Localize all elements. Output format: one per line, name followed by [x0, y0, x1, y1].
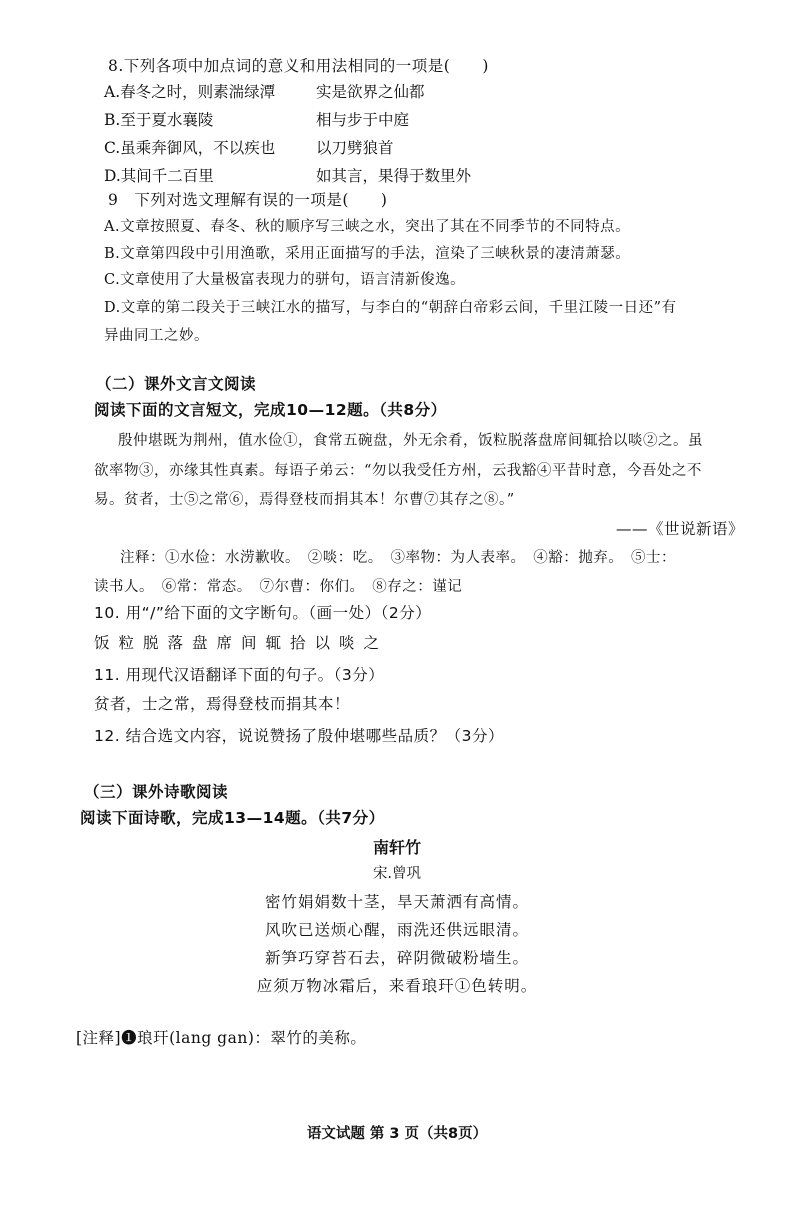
poem-title: 南轩竹 — [372, 838, 421, 857]
poem-line-1: 密竹娟娟数十茎，旱天萧洒有高情。 — [264, 893, 529, 911]
q12-stem: 12. 结合选文内容，说说赞扬了殷仲堪哪些品质？（3分） — [94, 727, 504, 745]
q11-text: 贫者，士之常，焉得登枝而捐其本！ — [94, 695, 351, 713]
q10-text: 饭粒脱落盘席间辄拾以啖之 — [94, 634, 389, 652]
section2-passage-line-1: 殷仲堪既为荆州，值水俭①，食常五碗盘，外无余肴，饭粒脱落盘席间辄拾以啖②之。虽 — [118, 433, 703, 449]
q10-stem: 10. 用“/”给下面的文字断句。（画一处）（2分） — [94, 604, 432, 622]
q9-stem: 9 下列对选文理解有误的一项是( ) — [108, 191, 388, 209]
section2-notes-line-2: 读书人。 ⑥常：常态。 ⑦尔曹：你们。 ⑧存之：谨记 — [94, 579, 463, 595]
section2-passage-line-2: 欲率物③，亦缘其性真素。每语子弟云：“勿以我受任方州，云我豁④平昔时意，今吾处之不 — [94, 463, 702, 479]
q9-option-d-cont: 异曲同工之妙。 — [104, 328, 209, 344]
section2-notes-line-1: 注释：①水俭：水涝歉收。 ②啖：吃。 ③率物：为人表率。 ④豁：抛弃。 ⑤士： — [120, 550, 676, 566]
q8-stem: 8.下列各项中加点词的意义和用法相同的一项是( ) — [108, 57, 489, 75]
q9-option-b: B.文章第四段中引用渔歌，采用正面描写的手法，渲染了三峡秋景的凄清萧瑟。 — [104, 246, 631, 262]
q11-stem: 11. 用现代汉语翻译下面的句子。（3分） — [94, 666, 385, 684]
q9-option-a: A.文章按照夏、春冬、秋的顺序写三峡之水，突出了其在不同季节的不同特点。 — [104, 219, 631, 235]
page-footer: 语文试题 第 3 页（共8页） — [306, 1126, 488, 1142]
poem-line-3: 新笋巧穿苔石去，碎阴微破粉墙生。 — [264, 949, 529, 967]
poem-line-2: 风吹已送烦心醒，雨洗还供远眼清。 — [264, 921, 529, 939]
q8-option-d-left: D.其间千二百里 — [104, 167, 214, 185]
q8-option-a-left: A.春冬之时，则素湍绿潭 — [104, 83, 276, 101]
section2-heading: （二）课外文言文阅读 — [96, 375, 257, 393]
q9-option-d: D.文章的第二段关于三峡江水的描写，与李白的“朝辞白帝彩云间，千里江陵一日还”有 — [104, 300, 677, 316]
section2-passage-line-3: 易。贫者，士⑤之常⑥，焉得登枝而捐其本！尔曹⑦其存之⑧。” — [94, 492, 515, 508]
section3-instruction: 阅读下面诗歌，完成13—14题。（共7分） — [80, 809, 385, 827]
q8-option-b-left: B.至于夏水襄陵 — [104, 111, 214, 129]
q8-option-d-right: 如其言，果得于数里外 — [316, 167, 472, 185]
section3-heading: （三）课外诗歌阅读 — [84, 783, 229, 801]
section2-source: ——《世说新语》 — [616, 520, 745, 538]
poem-note: [注释]❶琅玕(lang gan)：翠竹的美称。 — [76, 1029, 367, 1047]
q9-option-c: C.文章使用了大量极富表现力的骈句，语言清新俊逸。 — [104, 272, 466, 288]
q8-option-c-right: 以刀劈狼首 — [316, 139, 394, 157]
poem-author: 宋.曾巩 — [372, 866, 422, 882]
poem-line-4: 应须万物冰霜后，来看琅玕①色转明。 — [256, 977, 538, 995]
q8-option-b-right: 相与步于中庭 — [316, 111, 410, 129]
q8-option-a-right: 实是欲界之仙都 — [316, 83, 425, 101]
q8-option-c-left: C.虽乘奔御风，不以疾也 — [104, 139, 276, 157]
section2-instruction: 阅读下面的文言短文，完成10—12题。（共8分） — [94, 401, 447, 419]
